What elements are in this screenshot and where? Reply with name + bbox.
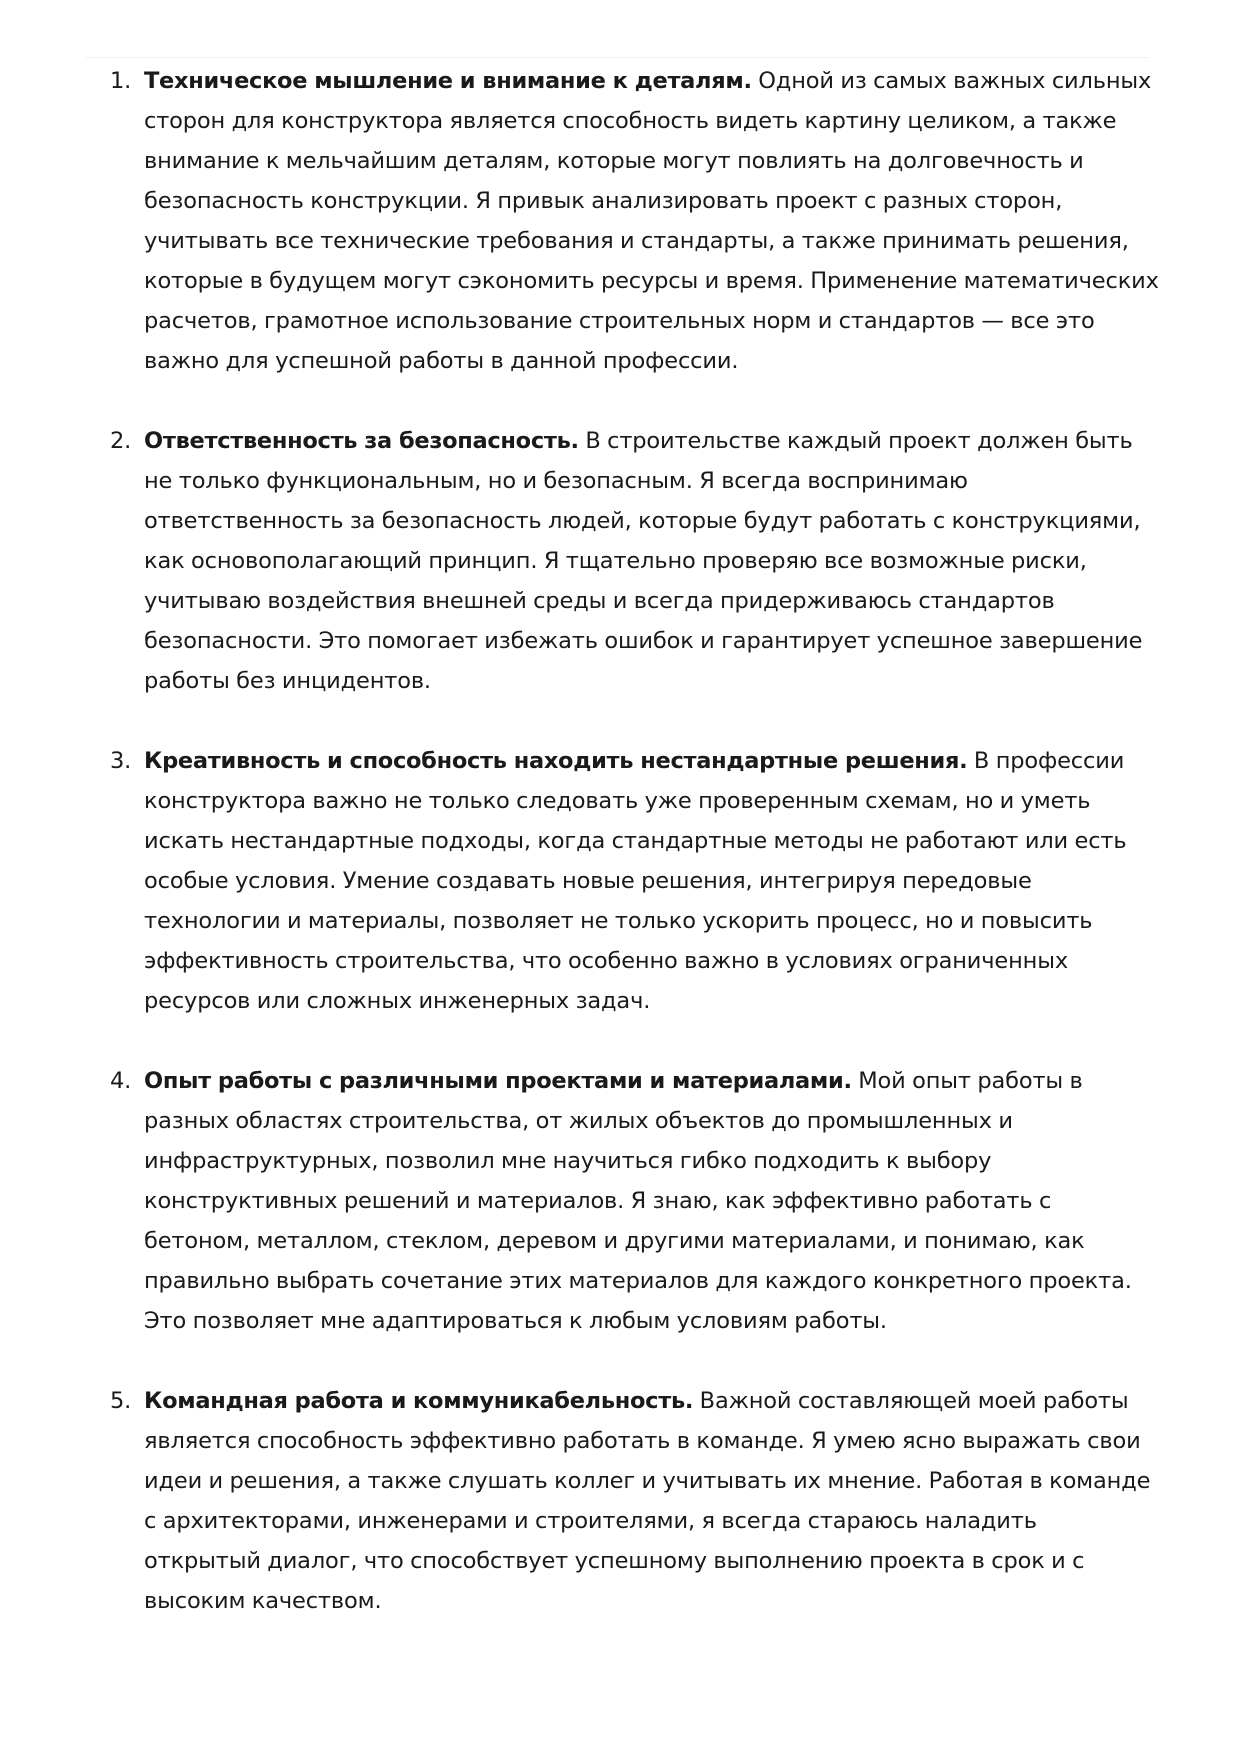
item-title: Опыт работы с различными проектами и материалами. (144, 1068, 852, 1094)
list-item (110, 1061, 1160, 1341)
item-body (144, 421, 1160, 701)
list-item (110, 421, 1160, 701)
item-title: Техническое мышление и внимание к деталям. (144, 68, 752, 94)
list-item (110, 1381, 1160, 1621)
strengths-list (110, 61, 1160, 1661)
item-body (144, 61, 1160, 381)
item-number: 4. (110, 1068, 132, 1094)
item-body (144, 741, 1160, 1021)
item-number: 5. (110, 1388, 132, 1414)
list-item (110, 61, 1160, 381)
item-text: Мой опыт работы в разных областях строительства, от жилых объектов до промышленных и инфраструктурных, позволил мне научиться гибко подходить к выбору конструктивных решений и материалов. Я знаю, как эффективно работать с бетоном, металлом, стеклом, деревом и другими материалами, и понимаю, как правильно выбрать сочетание этих материалов для каждого конкретного проекта. Это позволяет мне адаптироваться к любым условиям работы. (144, 1068, 1132, 1334)
item-title: Креативность и способность находить нестандартные решения. (144, 748, 968, 774)
item-body (144, 1061, 1160, 1341)
item-body (144, 1381, 1160, 1621)
item-title: Ответственность за безопасность. (144, 428, 579, 454)
item-text: В строительстве каждый проект должен быть не только функциональным, но и безопасным. Я всегда воспринимаю ответственность за безопасность людей, которые будут работать с конструкциями, как основополагающий принцип. Я тщательно проверяю все возможные риски, учитываю воздействия внешней среды и всегда придерживаюсь стандартов безопасности. Это помогает избежать ошибок и гарантирует успешное завершение работы без инцидентов. (144, 428, 1143, 694)
item-text: Одной из самых важных сильных сторон для конструктора является способность видеть картину целиком, а также внимание к мельчайшим деталям, которые могут повлиять на долговечность и безопасность конструкции. Я привык анализировать проект с разных сторон, учитывать все технические требования и стандарты, а также принимать решения, которые в будущем могут сэкономить ресурсы и время. Применение математических расчетов, грамотное использование строительных норм и стандартов — все это важно для успешной работы в данной профессии. (144, 68, 1159, 374)
item-title: Командная работа и коммуникабельность. (144, 1388, 694, 1414)
item-text: В профессии конструктора важно не только следовать уже проверенным схемам, но и уметь искать нестандартные подходы, когда стандартные методы не работают или есть особые условия. Умение создавать новые решения, интегрируя передовые технологии и материалы, позволяет не только ускорить процесс, но и повысить эффективность строительства, что особенно важно в условиях ограниченных ресурсов или сложных инженерных задач. (144, 748, 1127, 1014)
top-divider (86, 57, 1149, 58)
item-number: 3. (110, 748, 132, 774)
list-item (110, 741, 1160, 1021)
item-number: 1. (110, 68, 132, 94)
item-text: Важной составляющей моей работы является способность эффективно работать в команде. Я умею ясно выражать свои идеи и решения, а также слушать коллег и учитывать их мнение. Работая в команде с архитекторами, инженерами и строителями, я всегда стараюсь наладить открытый диалог, что способствует успешному выполнению проекта в срок и с высоким качеством. (144, 1388, 1151, 1614)
item-number: 2. (110, 428, 132, 454)
